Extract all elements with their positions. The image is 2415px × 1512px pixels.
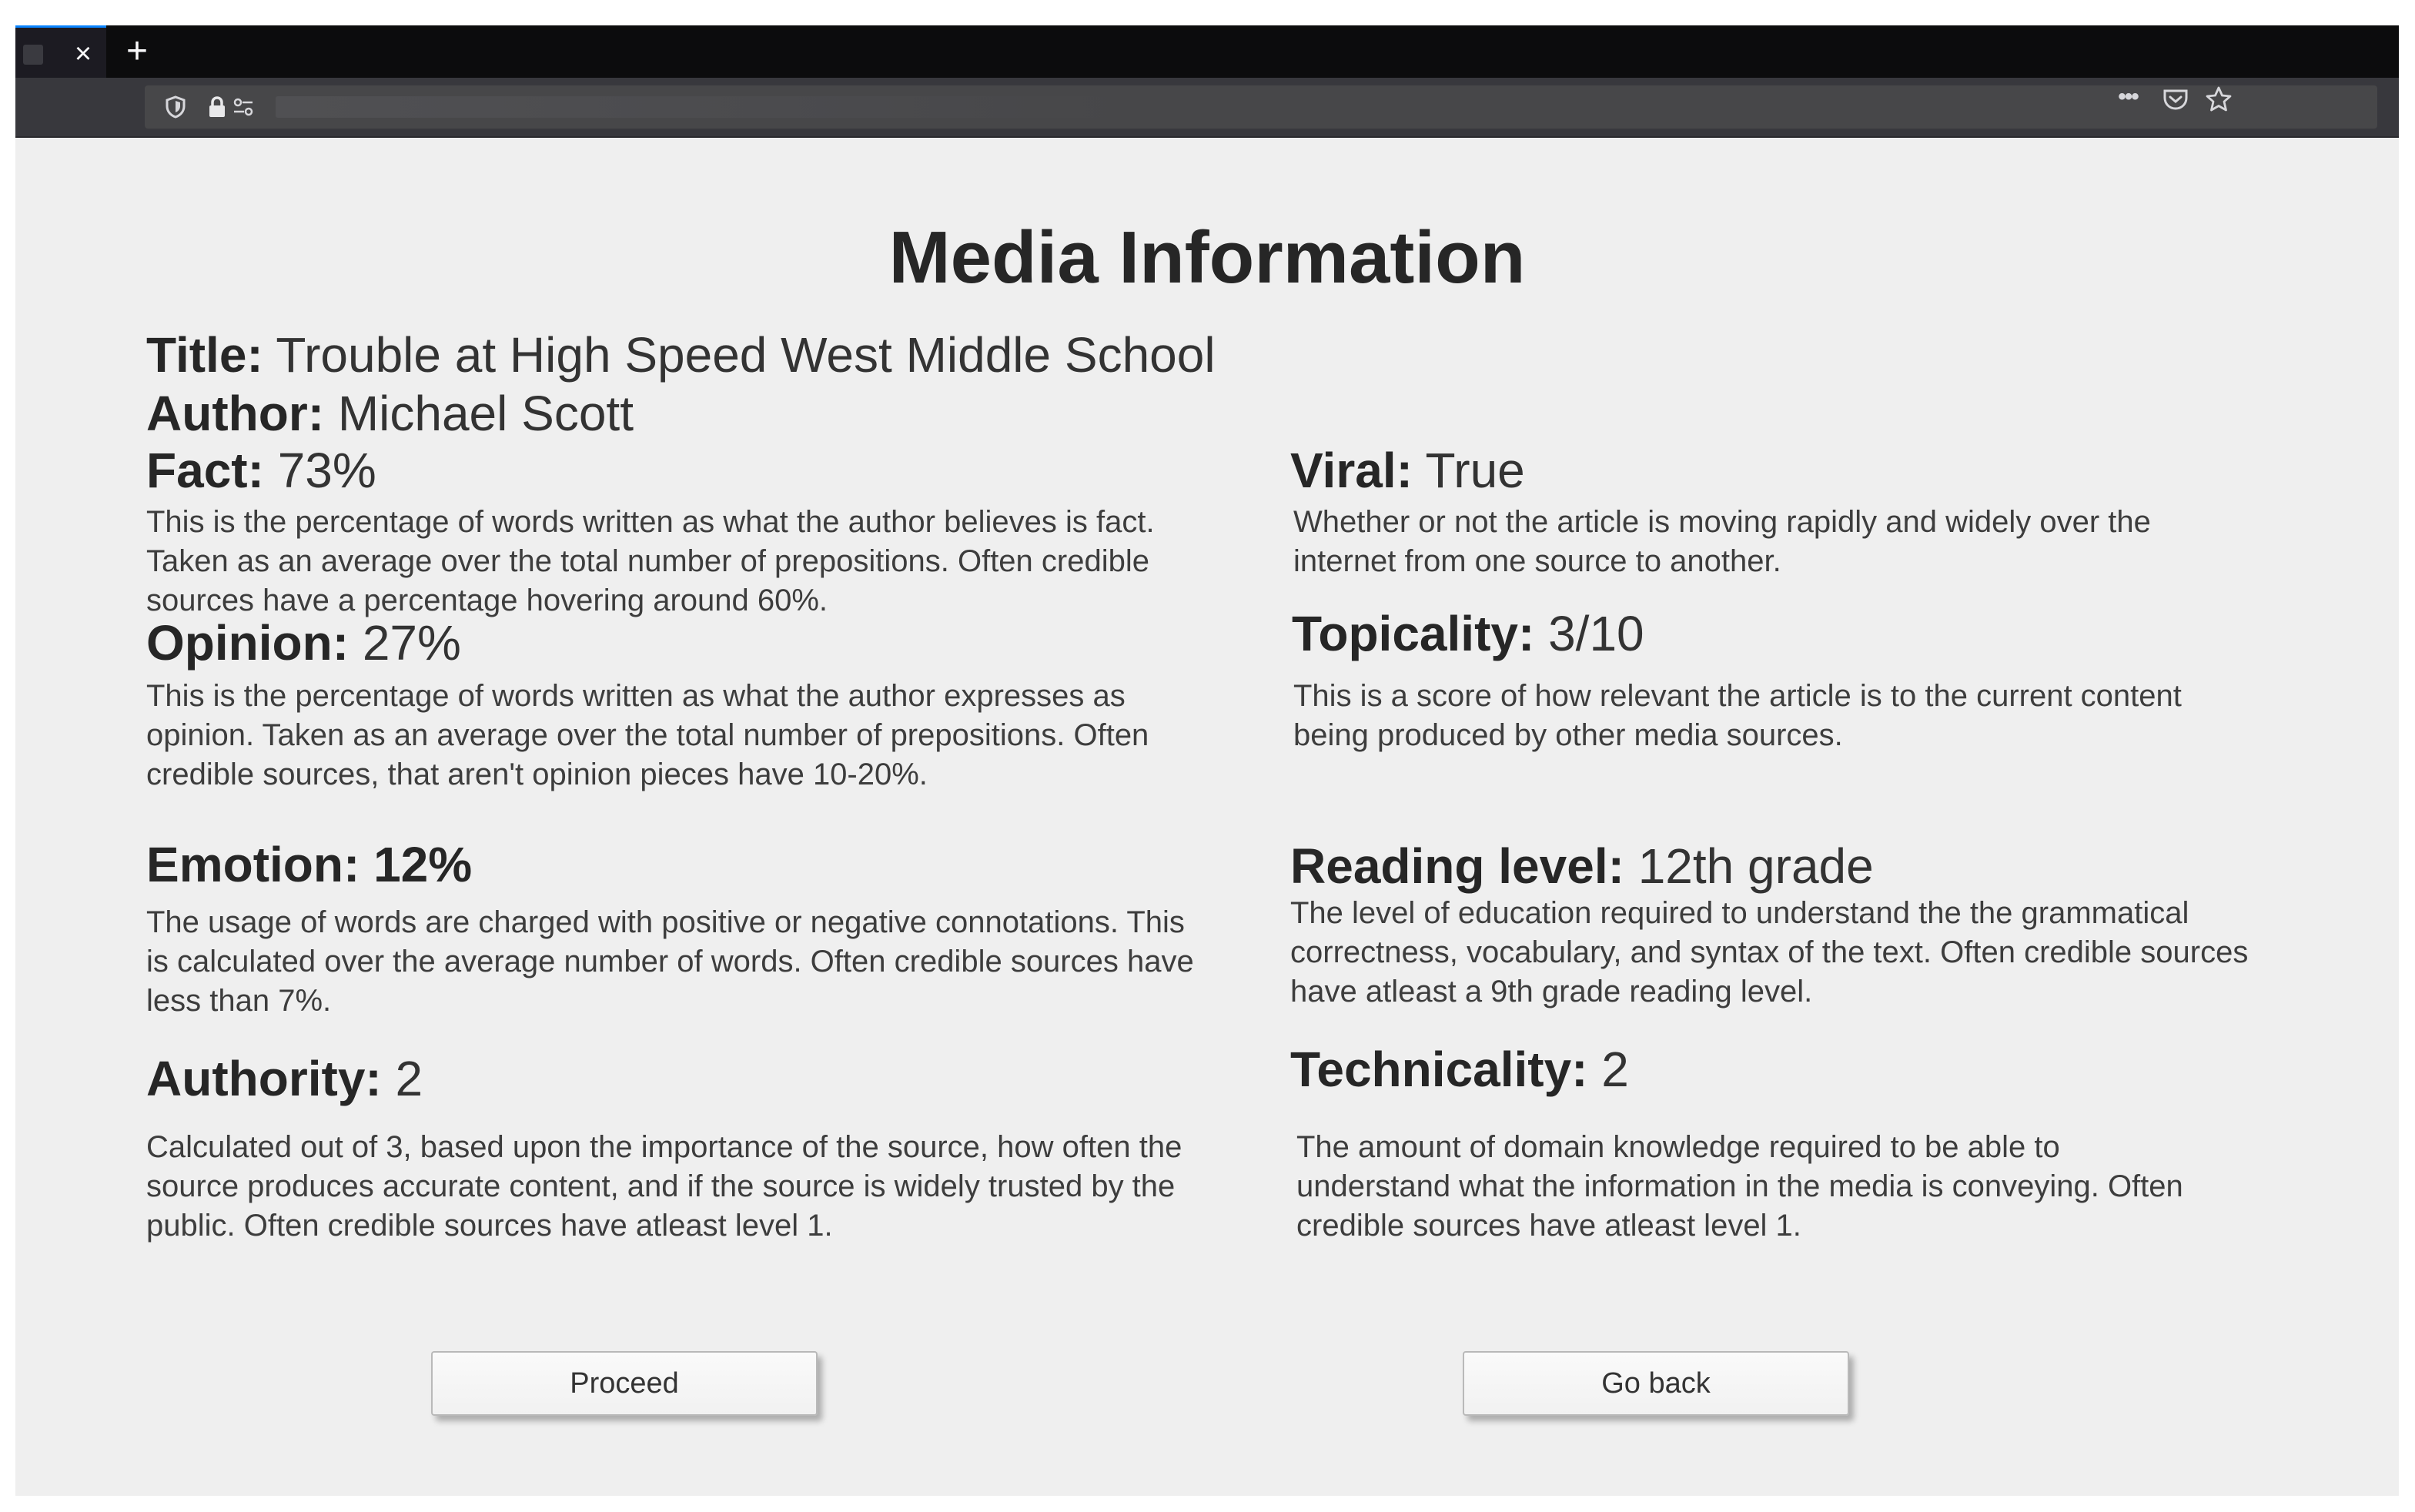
media-title [146,327,1216,383]
fact-value: 73% [263,443,376,498]
fact-label: Fact: [146,443,264,498]
technicality-value: 2 [1587,1042,1629,1097]
go-back-button[interactable]: Go back [1463,1351,1849,1416]
viral-value: True [1412,443,1525,498]
opinion-value: 27% [349,615,461,671]
topicality-description: This is a score of how relevant the article is to the current content being produced by other media sources. [1293,679,2182,752]
technicality-description: The amount of domain knowledge required to be able to understand what the information in the media is conveying. Often credible sources have atleast level 1. [1296,1130,2183,1243]
authority-value: 2 [381,1051,423,1106]
opinion-heading [146,615,461,671]
nav-bar [15,78,2399,138]
topicality-label: Topicality: [1292,606,1535,661]
reading-level-value: 12th grade [1624,838,1874,894]
url-bar[interactable] [145,85,2377,129]
reading-level-label: Reading level: [1290,838,1624,894]
close-tab-icon[interactable]: × [74,38,92,70]
fact-description: This is the percentage of words written as what the author believes is fact. Taken as an average over the total number of prepositions. Often credible sources have a percentage hovering around 60%. [146,505,1155,617]
authority-heading [146,1051,423,1106]
new-tab-icon[interactable]: + [125,31,149,72]
title-value: Trouble at High Speed West Middle School [263,327,1216,383]
page-content [15,138,2399,1496]
permissions-icon[interactable] [231,95,256,119]
opinion-description: This is the percentage of words written as what the author expresses as opinion. Taken as an average over the total number of prepositions. Often credible sources, that aren't opinion pieces have 10-20%. [146,679,1149,791]
author-label: Author: [146,386,325,441]
page-title: Media Information [888,216,1526,299]
title-label: Title: [146,327,263,383]
media-author [146,386,634,441]
emotion-label: Emotion: 12% [146,837,473,892]
tab-bar [15,25,2399,78]
technicality-heading [1290,1042,1629,1097]
pocket-icon[interactable] [2160,85,2191,113]
topicality-heading [1292,606,1644,661]
browser-window [15,25,2399,1496]
viral-description: Whether or not the article is moving rapidly and widely over the internet from one source to another. [1293,505,2151,578]
viral-label: Viral: [1290,443,1413,498]
reading-level-description: The level of education required to understand the the grammatical correctness, vocabulary, and syntax of the text. Often credible sources have atleast a 9th grade reading level. [1290,896,2249,1009]
fact-heading [146,443,376,498]
emotion-heading [146,837,473,892]
url-text-blurred [276,96,1122,118]
shield-icon[interactable] [163,95,188,119]
viral-heading [1290,443,1525,498]
emotion-description: The usage of words are charged with positive or negative connotations. This is calculated over the average number of words. Often credible sources have less than 7%. [146,905,1194,1018]
reading-level-heading [1290,838,1874,894]
lock-icon[interactable] [205,95,229,119]
bookmark-star-icon[interactable] [2203,85,2234,113]
authority-description: Calculated out of 3, based upon the importance of the source, how often the source produces accurate content, and if the source is widely trusted by the public. Often credible sources have atleast level 1. [146,1130,1182,1243]
authority-label: Authority: [146,1051,382,1106]
active-tab[interactable] [15,25,106,78]
topicality-value: 3/10 [1534,606,1644,661]
opinion-label: Opinion: [146,615,350,671]
page-actions-menu-icon[interactable]: ••• [2118,84,2138,109]
author-value: Michael Scott [324,386,634,441]
technicality-label: Technicality: [1290,1042,1588,1097]
proceed-button[interactable]: Proceed [431,1351,818,1416]
favicon-icon [23,45,43,65]
